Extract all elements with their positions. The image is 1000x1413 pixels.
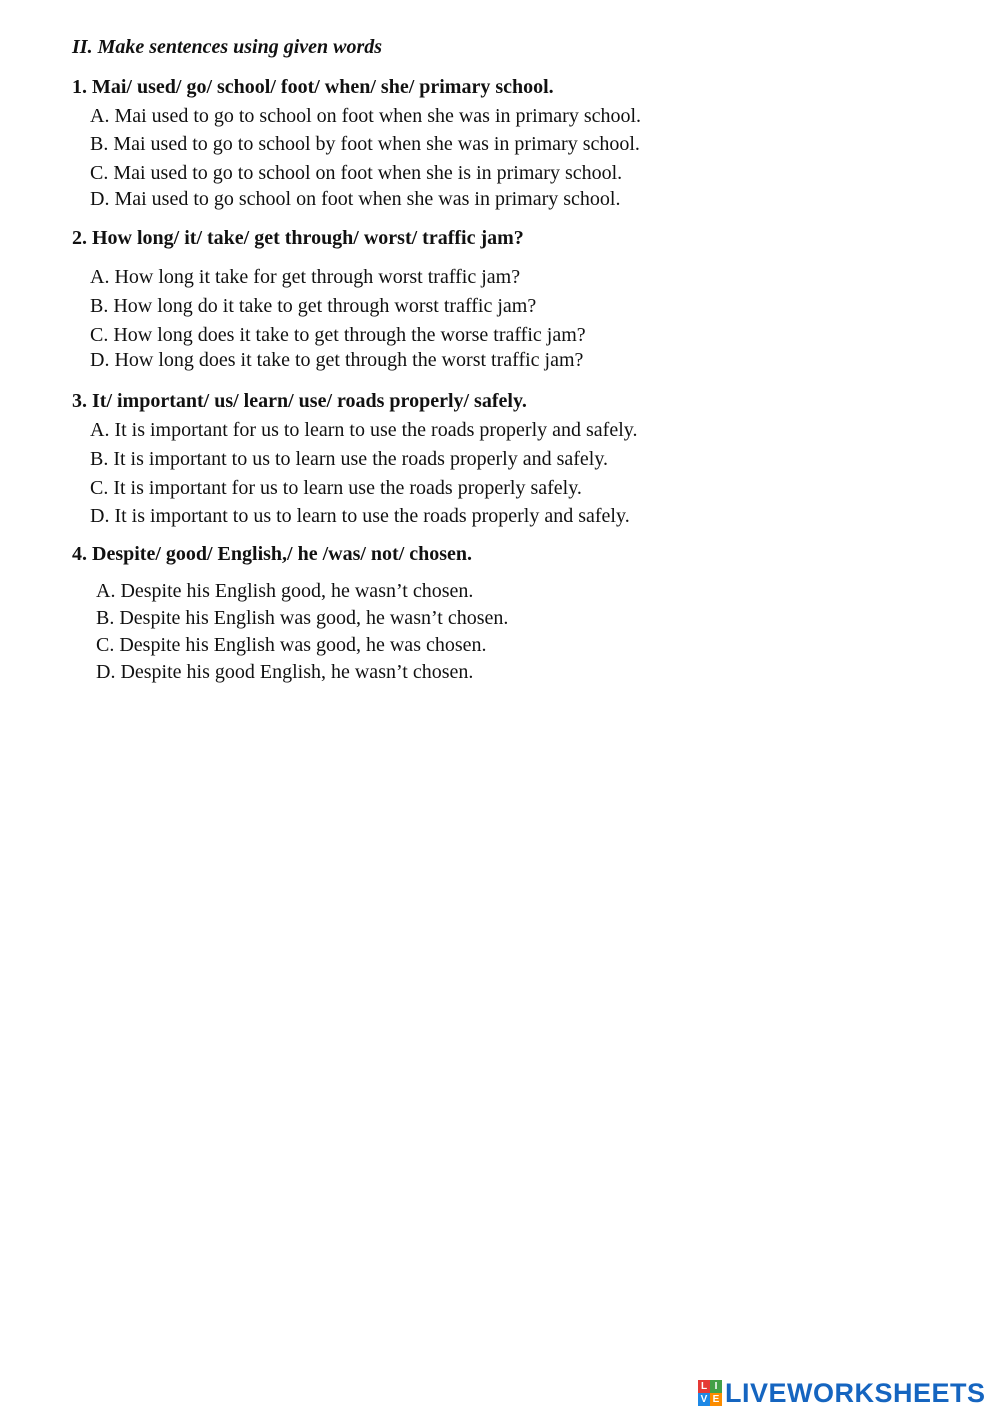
option-a[interactable]: A. Mai used to go to school on foot when she was in primary school. <box>90 105 642 127</box>
option-b[interactable]: B. Mai used to go to school by foot when she was in primary school. <box>90 133 640 155</box>
question-stem: 4. Despite/ good/ English,/ he /was/ not/ chosen. <box>72 543 473 565</box>
option-c[interactable]: C. How long does it take to get through the worse traffic jam? <box>90 324 586 346</box>
logo-text: LIVEWORKSHEETS <box>725 1378 986 1408</box>
logo-letter-e: E <box>710 1393 722 1406</box>
option-a[interactable]: A. It is important for us to learn to use the roads properly and safely. <box>90 419 638 441</box>
question-stem: 3. It/ important/ us/ learn/ use/ roads properly/ safely. <box>72 390 527 412</box>
liveworksheets-logo <box>698 1378 986 1408</box>
logo-letter-i: I <box>710 1380 722 1393</box>
question-stem: 1. Mai/ used/ go/ school/ foot/ when/ she/ primary school. <box>72 76 554 98</box>
option-a[interactable]: A. Despite his English good, he wasn’t chosen. <box>96 580 474 602</box>
option-d[interactable]: D. Mai used to go school on foot when she was in primary school. <box>90 188 621 210</box>
liveworksheets-logo-icon <box>698 1380 722 1406</box>
option-c[interactable]: C. It is important for us to learn use the roads properly safely. <box>90 477 582 499</box>
logo-letter-v: V <box>698 1393 710 1406</box>
option-c[interactable]: C. Mai used to go to school on foot when she is in primary school. <box>90 162 623 184</box>
question-stem: 2. How long/ it/ take/ get through/ worst/ traffic jam? <box>72 227 524 249</box>
option-b[interactable]: B. Despite his English was good, he wasn’t chosen. <box>96 607 509 629</box>
option-b[interactable]: B. How long do it take to get through worst traffic jam? <box>90 295 537 317</box>
option-b[interactable]: B. It is important to us to learn use the roads properly and safely. <box>90 448 609 470</box>
section-title: II. Make sentences using given words <box>72 36 383 58</box>
option-d[interactable]: D. How long does it take to get through the worst traffic jam? <box>90 349 584 371</box>
option-d[interactable]: D. Despite his good English, he wasn’t chosen. <box>96 661 474 683</box>
logo-letter-l: L <box>698 1380 710 1393</box>
option-c[interactable]: C. Despite his English was good, he was chosen. <box>96 634 487 656</box>
option-a[interactable]: A. How long it take for get through worst traffic jam? <box>90 266 521 288</box>
option-d[interactable]: D. It is important to us to learn to use the roads properly and safely. <box>90 505 630 527</box>
